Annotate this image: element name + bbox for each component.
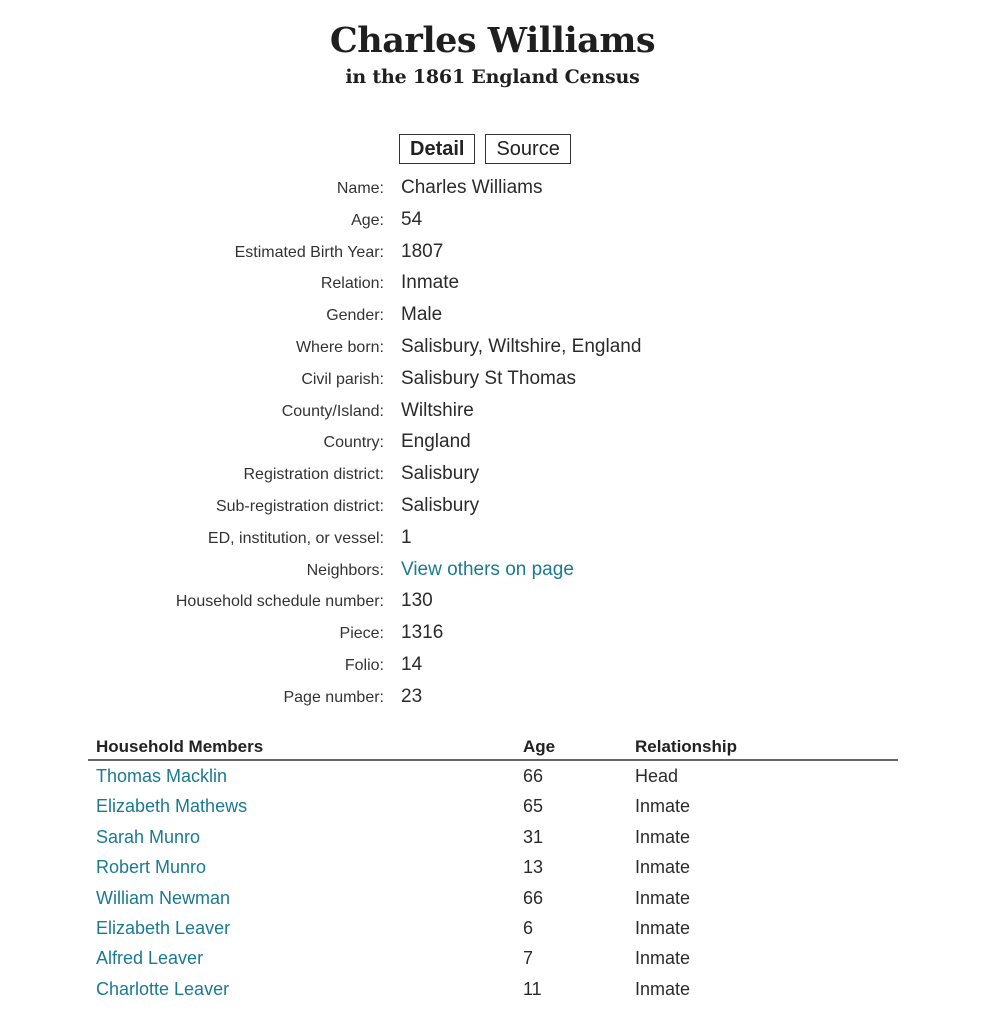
detail-label: Name:: [336, 180, 384, 197]
record-details: [0, 174, 985, 715]
table-row: [88, 854, 898, 884]
view-tabs: [399, 134, 571, 164]
detail-row-gender: [0, 301, 985, 333]
detail-label: ED, institution, or vessel:: [207, 529, 384, 547]
detail-row-county: [0, 397, 985, 429]
member-name-link[interactable]: Robert Munro: [96, 857, 207, 878]
detail-label: Civil parish:: [301, 370, 384, 388]
detail-label: County/Island:: [281, 402, 384, 420]
member-name-link[interactable]: Charlotte Leaver: [96, 978, 230, 999]
detail-row-age: [0, 206, 985, 238]
detail-row-where-born: [0, 333, 985, 365]
member-age: 66: [523, 766, 544, 786]
member-age: 7: [523, 948, 534, 969]
detail-row-page-number: [0, 683, 985, 715]
detail-row-sub-registration-district: [0, 492, 985, 524]
table-row: [88, 763, 898, 793]
member-relationship: Head: [635, 766, 679, 786]
detail-label: Estimated Birth Year:: [234, 243, 384, 261]
detail-row-birth-year: [0, 238, 985, 270]
table-row: [88, 976, 898, 1006]
detail-label: Neighbors:: [306, 561, 384, 579]
detail-label: Age:: [351, 211, 384, 229]
member-age: 13: [523, 857, 544, 878]
tab-detail[interactable]: Detail: [399, 134, 475, 164]
detail-value: Salisbury: [401, 494, 480, 516]
member-name-link[interactable]: Sarah Munro: [96, 826, 201, 847]
tab-source[interactable]: Source: [485, 134, 570, 164]
table-row: [88, 945, 898, 975]
detail-label: Gender:: [326, 307, 384, 325]
member-age: 66: [523, 887, 544, 908]
detail-value: Male: [401, 304, 443, 326]
detail-label: Folio:: [344, 656, 384, 674]
member-relationship: Inmate: [635, 826, 691, 847]
member-relationship: Inmate: [635, 887, 691, 908]
view-others-link[interactable]: View others on page: [401, 558, 574, 580]
detail-value: 14: [401, 653, 423, 675]
member-name-link[interactable]: Thomas Macklin: [96, 766, 228, 786]
detail-label: Registration district:: [243, 466, 384, 484]
member-name-link[interactable]: William Newman: [96, 887, 231, 908]
detail-row-neighbors: [0, 556, 985, 588]
detail-value: Salisbury St Thomas: [401, 367, 576, 389]
member-age: 11: [523, 978, 542, 999]
detail-label: Sub-registration district:: [215, 497, 384, 515]
detail-row-name: [0, 174, 985, 206]
household-table: [88, 734, 898, 1006]
detail-row-civil-parish: [0, 365, 985, 397]
detail-value: 23: [401, 685, 423, 707]
detail-row-ed: [0, 524, 985, 556]
detail-value: Salisbury: [401, 463, 480, 485]
column-header-members: Household Members: [96, 737, 264, 756]
detail-value: England: [401, 431, 471, 453]
member-age: 31: [523, 826, 544, 847]
detail-row-country: [0, 428, 985, 460]
detail-row-schedule-number: [0, 587, 985, 619]
detail-value: Charles Williams: [401, 177, 543, 198]
detail-value: Salisbury, Wiltshire, England: [401, 335, 642, 357]
detail-row-relation: [0, 269, 985, 301]
detail-row-piece: [0, 619, 985, 651]
column-header-age: Age: [523, 737, 556, 756]
detail-value: 130: [401, 590, 433, 612]
member-name-link[interactable]: Elizabeth Leaver: [96, 917, 231, 938]
detail-row-registration-district: [0, 460, 985, 492]
detail-value: 54: [401, 208, 423, 230]
table-row: [88, 915, 898, 945]
detail-label: Page number:: [283, 688, 384, 706]
detail-label: Household schedule number:: [175, 593, 384, 611]
member-relationship: Inmate: [635, 948, 691, 969]
detail-row-folio: [0, 651, 985, 683]
member-relationship: Inmate: [635, 978, 691, 999]
detail-value: Wiltshire: [401, 399, 474, 421]
detail-label: Piece:: [339, 625, 384, 643]
page-title: Charles Williams: [329, 20, 656, 61]
member-name-link[interactable]: Alfred Leaver: [96, 948, 204, 969]
member-age: 65: [523, 796, 544, 817]
detail-value: 1: [401, 526, 412, 548]
column-header-relationship: Relationship: [635, 737, 738, 756]
member-name-link[interactable]: Elizabeth Mathews: [96, 796, 248, 817]
detail-label: Country:: [323, 434, 384, 452]
member-relationship: Inmate: [635, 917, 691, 938]
detail-label: Where born:: [295, 338, 384, 356]
table-row: [88, 885, 898, 915]
member-relationship: Inmate: [635, 857, 691, 878]
table-row: [88, 824, 898, 854]
member-relationship: Inmate: [635, 796, 691, 817]
table-row: [88, 793, 898, 823]
detail-value: Inmate: [401, 272, 460, 294]
detail-label: Relation:: [320, 275, 384, 293]
member-age: 6: [523, 917, 534, 938]
household-header: [88, 734, 898, 761]
page-subtitle: in the 1861 England Census: [345, 66, 640, 88]
detail-value: 1807: [401, 240, 444, 262]
detail-value: 1316: [401, 622, 444, 644]
